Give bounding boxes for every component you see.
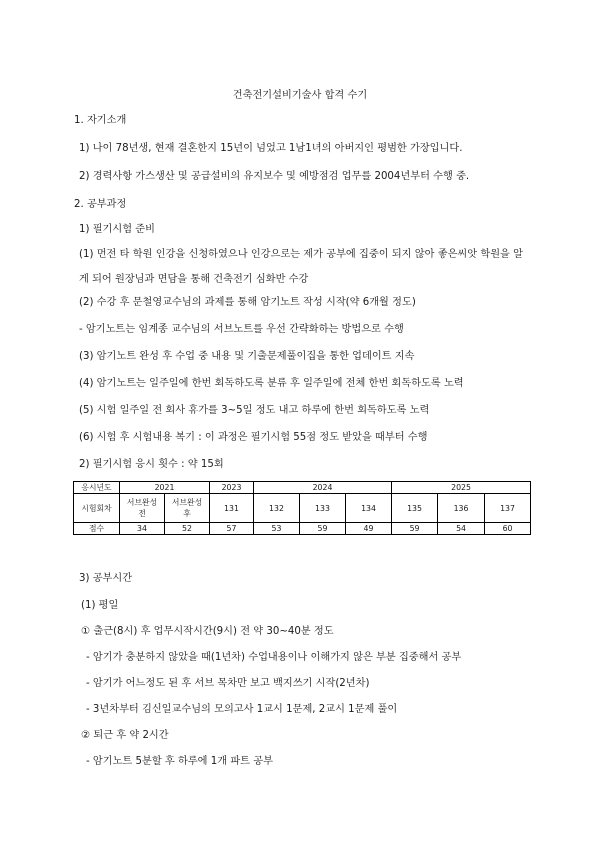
list-item: (2) 수강 후 문철영교수님의 과제를 통해 암기노트 작성 시작(약 6개월 정도)	[79, 297, 416, 308]
year-cell: 2021	[120, 482, 210, 494]
subsection-heading: 2) 필기시험 응시 횟수 : 약 15회	[79, 459, 224, 470]
round-cell: 132	[254, 494, 300, 523]
round-cell: 131	[210, 494, 254, 523]
list-item: (1) 평일	[81, 600, 119, 611]
year-header-label: 응시년도	[74, 482, 120, 494]
round-cell-line: 전	[138, 509, 146, 518]
list-item: - 암기노트는 임계종 교수님의 서브노트를 우선 간략화하는 방법으로 수행	[79, 324, 404, 335]
list-item: - 암기가 충분하지 않았을 때(1년차) 수업내용이나 이해가지 않은 부분 집중해서 공부	[86, 652, 462, 663]
list-item: (4) 암기노트는 일주일에 한번 회독하도록 분류 후 일주일에 전체 한번 회독하도록 노력	[79, 378, 464, 389]
round-cell: 137	[485, 494, 531, 523]
list-item: - 암기노트 5분할 후 하루에 1개 파트 공부	[86, 756, 273, 767]
score-cell: 54	[438, 523, 485, 535]
round-cell	[165, 494, 210, 523]
score-cell: 59	[300, 523, 346, 535]
subsection-heading: 3) 공부시간	[79, 573, 133, 584]
year-cell: 2024	[254, 482, 392, 494]
score-cell: 49	[346, 523, 392, 535]
list-item: (1) 먼전 타 학원 인강을 신청하였으나 인강으로는 제가 공부에 집중이 되지 않아 좋은씨앗 학원을 알게 되어 원장님과 면담을 통해 건축전기 심화반 수강	[79, 249, 523, 285]
subsection-heading: 1) 필기시험 준비	[79, 224, 155, 235]
document-title: 건축전기설비기술사 합격 수기	[232, 90, 368, 101]
year-cell: 2023	[210, 482, 254, 494]
round-cell: 135	[392, 494, 438, 523]
list-item: - 3년차부터 김신일교수님의 모의고사 1교시 1문제, 2교시 1문제 풀이	[86, 704, 398, 715]
round-header-label: 시험회차	[74, 494, 120, 523]
list-item: ① 출근(8시) 후 업무시작시간(9시) 전 약 30~40분 정도	[81, 626, 334, 637]
score-cell: 34	[120, 523, 165, 535]
list-item: 2) 경력사항 가스생산 및 공급설비의 유지보수 및 예방점검 업무를 2004년부터 수행 중.	[79, 171, 470, 182]
score-cell: 57	[210, 523, 254, 535]
list-item: (3) 암기노트 완성 후 수업 중 내용 및 기출문제풀이집을 통한 업데이트 지속	[79, 351, 415, 362]
score-cell: 60	[485, 523, 531, 535]
section-heading: 2. 공부과정	[74, 199, 127, 210]
round-cell: 134	[346, 494, 392, 523]
round-cell-line: 서브완성	[171, 498, 203, 507]
list-item: (5) 시험 일주일 전 회사 휴가를 3~5일 정도 내고 하루에 한번 회독하도록 노력	[79, 405, 430, 416]
list-item: 1) 나이 78년생, 현재 결혼한지 15년이 넘었고 1남1녀의 아버지인 평범한 가장입니다.	[79, 143, 463, 154]
round-cell-line: 서브완성	[126, 498, 158, 507]
list-item: - 암기가 어느정도 된 후 서브 목차만 보고 백지쓰기 시작(2년차)	[86, 678, 370, 689]
round-cell	[120, 494, 165, 523]
list-item: ② 퇴근 후 약 2시간	[81, 730, 169, 741]
score-table	[73, 481, 531, 535]
list-item: (6) 시험 후 시험내용 복기 : 이 과정은 필기시험 55점 정도 받았을 때부터 수행	[79, 432, 428, 443]
round-cell-line: 후	[183, 509, 191, 518]
round-cell: 133	[300, 494, 346, 523]
score-cell: 59	[392, 523, 438, 535]
score-header-label: 점수	[74, 523, 120, 535]
score-cell: 52	[165, 523, 210, 535]
round-cell: 136	[438, 494, 485, 523]
year-cell: 2025	[392, 482, 531, 494]
section-heading: 1. 자기소개	[74, 115, 127, 126]
score-cell: 53	[254, 523, 300, 535]
